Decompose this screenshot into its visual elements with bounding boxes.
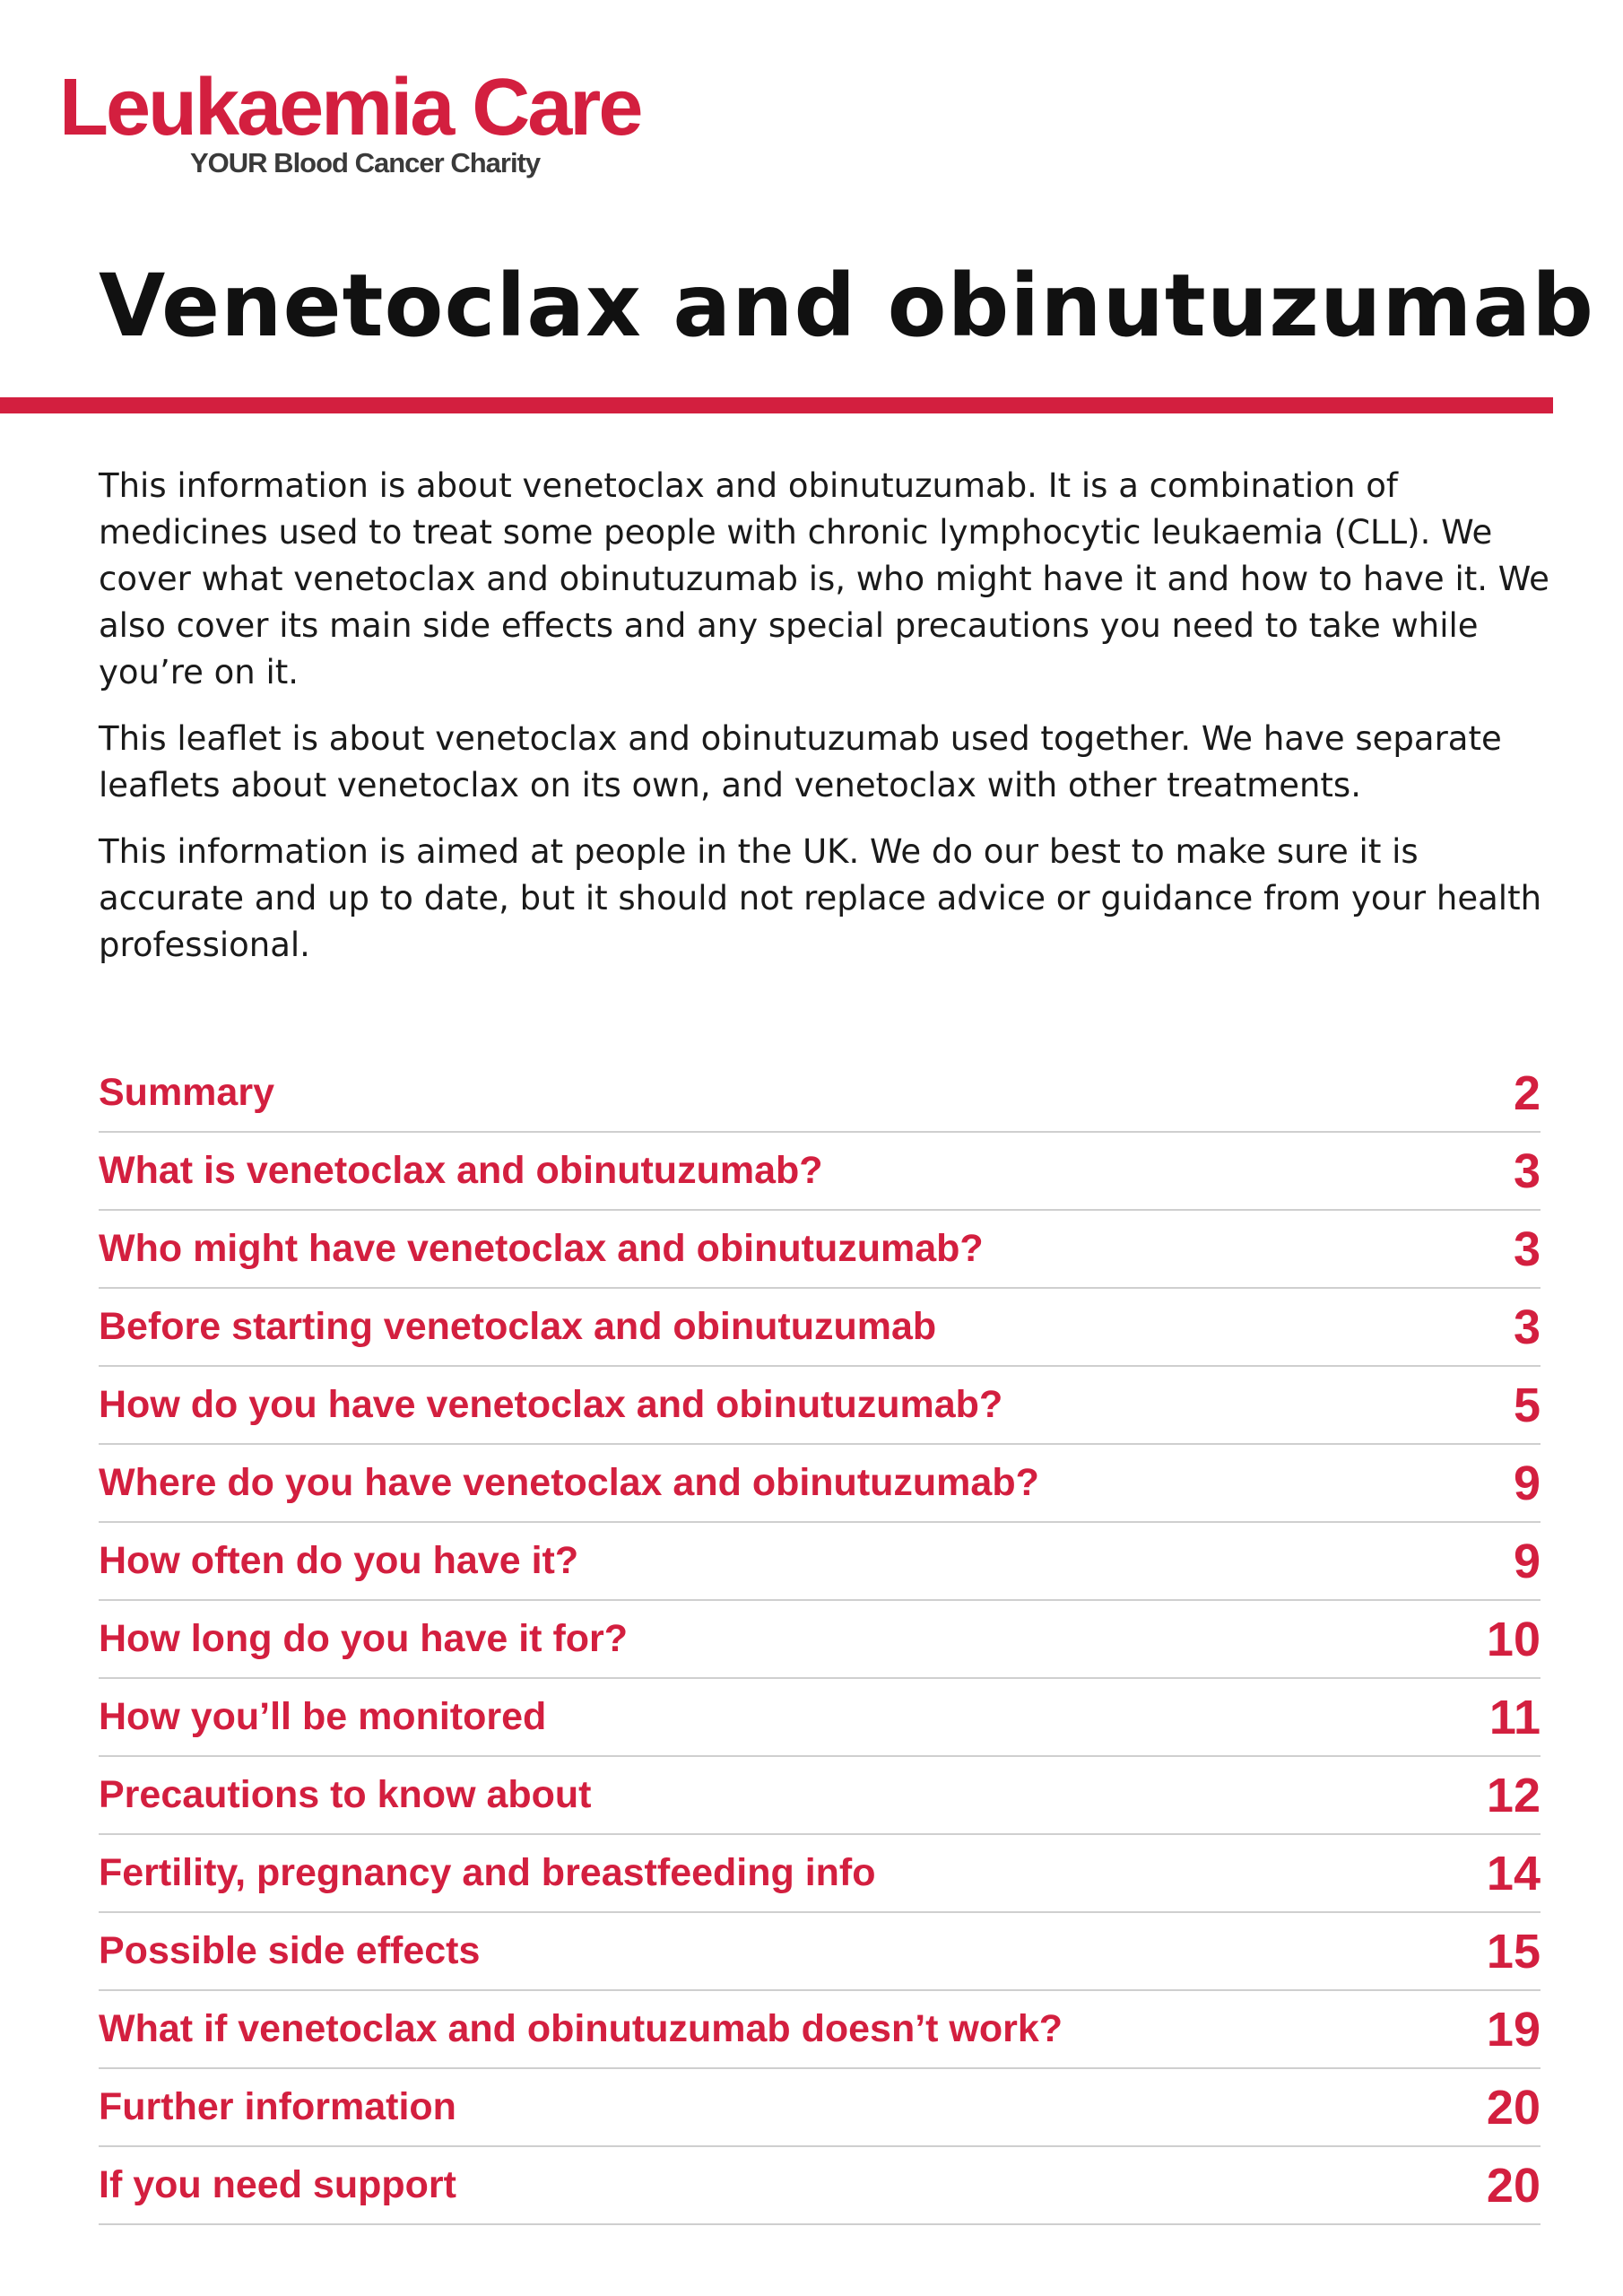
toc-item-page-number: 3 [1513,1222,1541,1276]
toc-item-page-number: 9 [1513,1456,1541,1510]
table-of-contents [99,1055,1541,2225]
toc-item-label: How long do you have it for? [99,1617,629,1660]
toc-item-page-number: 14 [1486,1846,1541,1900]
toc-item[interactable] [99,1601,1541,1679]
toc-item-label: Possible side effects [99,1929,481,1972]
toc-item-page-number: 15 [1486,1924,1541,1979]
logo-wordmark: Leukaemia Care [59,63,641,152]
toc-item-label: Precautions to know about [99,1773,592,1816]
toc-item-label: What is venetoclax and obinutuzumab? [99,1149,823,1192]
toc-item-page-number: 20 [1486,2158,1541,2213]
intro-paragraph: This information is about venetoclax and obinutuzumab. It is a combination of medicines used to treat some people with chronic lymphocytic leukaemia (CLL). We cover what venetoclax and obinutuzumab is, who might have it and how to have it. We also cover its main side effects and any special precautions you need to take while you’re on it. [99,466,1549,691]
toc-item-label: How you’ll be monitored [99,1695,547,1738]
toc-item-label: Fertility, pregnancy and breastfeeding info [99,1851,876,1894]
toc-item[interactable] [99,1835,1541,1913]
toc-item-label: How often do you have it? [99,1539,579,1582]
toc-item-page-number: 9 [1513,1534,1541,1588]
toc-item[interactable] [99,1679,1541,1757]
toc-item-page-number: 12 [1486,1768,1541,1822]
toc-item[interactable] [99,2147,1541,2225]
toc-item-label: Summary [99,1071,274,1114]
toc-item[interactable] [99,1757,1541,1835]
title-divider [0,397,1553,413]
intro-paragraph: This leaflet is about venetoclax and obinutuzumab used together. We have separate leaflets about venetoclax on its own, and venetoclax with other treatments. [99,719,1502,804]
toc-item[interactable] [99,1289,1541,1367]
intro-paragraph: This information is aimed at people in the UK. We do our best to make sure it is accurate and up to date, but it should not replace advice or guidance from your health professional. [99,832,1542,964]
page-title: Venetoclax and obinutuzumab [99,256,1594,356]
toc-item-page-number: 10 [1486,1612,1541,1666]
toc-item-label: How do you have venetoclax and obinutuzumab? [99,1383,1003,1426]
intro-text [99,463,1551,988]
toc-item[interactable] [99,1133,1541,1211]
toc-item-label: Who might have venetoclax and obinutuzumab? [99,1227,984,1270]
toc-item-page-number: 11 [1488,1690,1541,1744]
toc-item[interactable] [99,1445,1541,1523]
toc-item-page-number: 5 [1513,1378,1541,1432]
toc-item-page-number: 19 [1486,2002,1541,2057]
toc-item[interactable] [99,1523,1541,1601]
toc-item-page-number: 2 [1513,1065,1541,1120]
toc-item[interactable] [99,1367,1541,1445]
toc-item[interactable] [99,1055,1541,1133]
toc-item[interactable] [99,2069,1541,2147]
toc-item[interactable] [99,1913,1541,1991]
toc-item-page-number: 3 [1513,1144,1541,1198]
toc-item-label: What if venetoclax and obinutuzumab doesn’t work? [99,2007,1063,2050]
toc-item-label: Where do you have venetoclax and obinutuzumab? [99,1461,1039,1504]
toc-item[interactable] [99,1211,1541,1289]
toc-item-page-number: 3 [1513,1300,1541,1354]
toc-item-label: Before starting venetoclax and obinutuzumab [99,1305,937,1348]
toc-item-label: If you need support [99,2163,456,2206]
toc-item-page-number: 20 [1486,2080,1541,2135]
toc-item[interactable] [99,1991,1541,2069]
toc-item-label: Further information [99,2085,456,2128]
logo-tagline: YOUR Blood Cancer Charity [190,147,541,178]
leukaemia-care-logo [59,63,678,178]
